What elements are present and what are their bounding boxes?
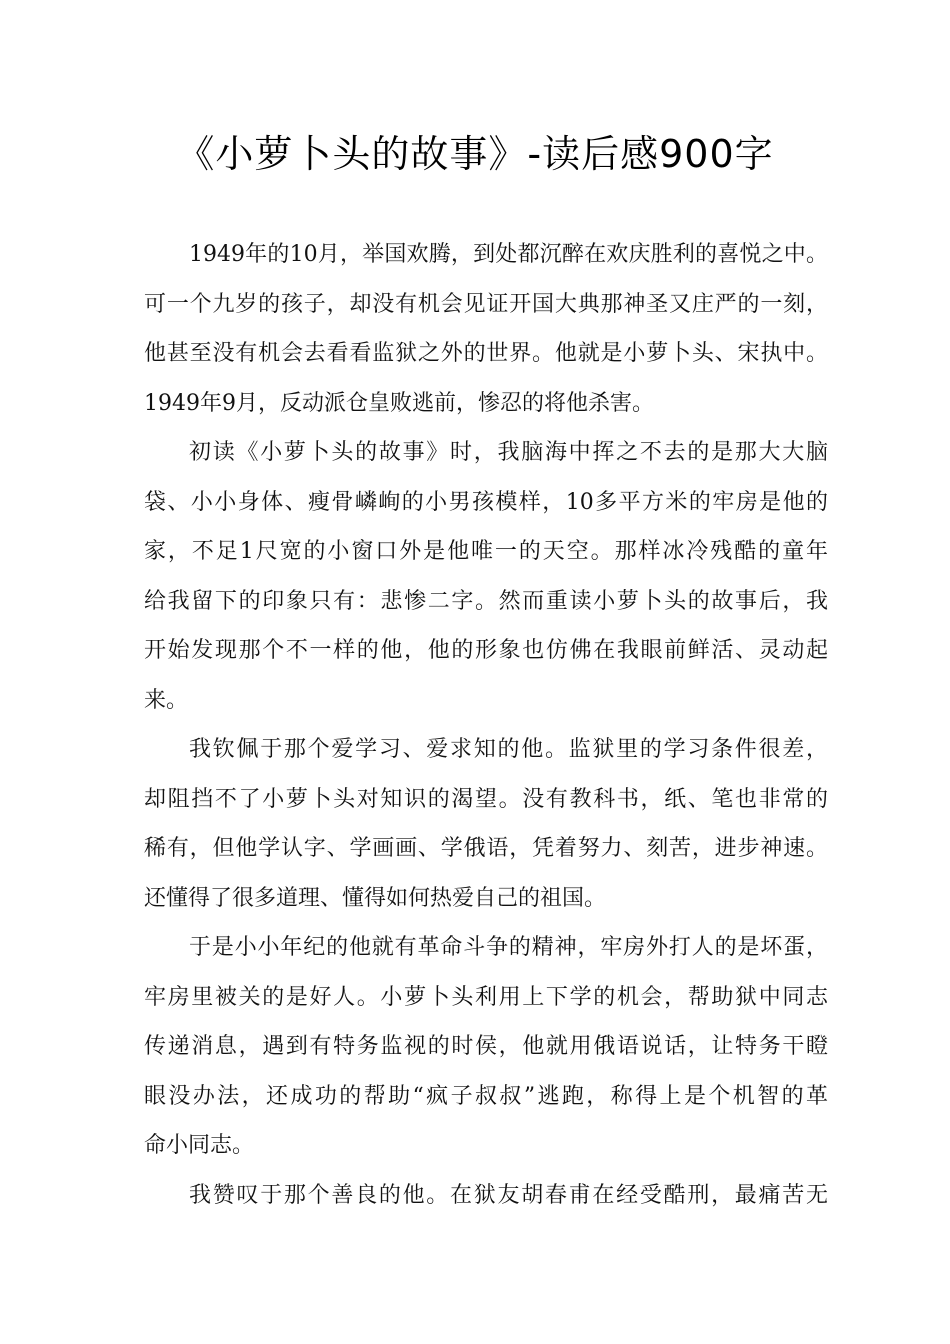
- text-line: 传递消息，遇到有特务监视的时侯，他就用俄语说话，让特务干瞪: [144, 1034, 828, 1059]
- text-line: 牢房里被关的是好人。小萝卜头利用上下学的机会，帮助狱中同志: [144, 984, 828, 1010]
- text-line: 1949年的10月，举国欢腾，到处都沉醉在欢庆胜利的喜悦之中。: [189, 242, 828, 267]
- text-line: 给我留下的印象只有：悲惨二字。然而重读小萝卜头的故事后，我: [144, 588, 828, 614]
- text-line: 开始发现那个不一样的他，他的形象也仿佛在我眼前鲜活、灵动起: [144, 638, 828, 663]
- text-line: 还懂得了很多道理、懂得如何热爱自己的祖国。: [144, 885, 607, 911]
- text-line: 1949年9月，反动派仓皇败逃前，惨忍的将他杀害。: [144, 390, 654, 416]
- document-title: 《小萝卜头的故事》-读后感900字: [176, 132, 774, 176]
- text-line: 他甚至没有机会去看看监狱之外的世界。他就是小萝卜头、宋执中。: [144, 341, 828, 366]
- text-line: 初读《小萝卜头的故事》时，我脑海中挥之不去的是那大大脑: [189, 440, 828, 465]
- text-line: 我钦佩于那个爱学习、爱求知的他。监狱里的学习条件很差，: [189, 737, 828, 762]
- text-line: 却阻挡不了小萝卜头对知识的渴望。没有教科书，纸、笔也非常的: [144, 786, 828, 812]
- text-line: 于是小小年纪的他就有革命斗争的精神，牢房外打人的是坏蛋，: [189, 935, 828, 960]
- document-body: [144, 230, 828, 1220]
- text-line: 稀有，但他学认字、学画画、学俄语，凭着努力、刻苦，进步神速。: [144, 836, 828, 861]
- text-line: 眼没办法，还成功的帮助“疯子叔叔”逃跑，称得上是个机智的革: [144, 1083, 828, 1109]
- text-line: 可一个九岁的孩子，却没有机会见证开国大典那神圣又庄严的一刻，: [144, 291, 828, 317]
- text-line: 我赞叹于那个善良的他。在狱友胡春甫在经受酷刑，最痛苦无: [189, 1182, 828, 1208]
- text-line: 家，不足1尺宽的小窗口外是他唯一的天空。那样冰冷残酷的童年: [144, 539, 828, 564]
- text-line: 袋、小小身体、瘦骨嶙峋的小男孩模样，10多平方米的牢房是他的: [144, 489, 828, 515]
- text-line: 来。: [144, 687, 189, 713]
- text-line: 命小同志。: [144, 1133, 255, 1158]
